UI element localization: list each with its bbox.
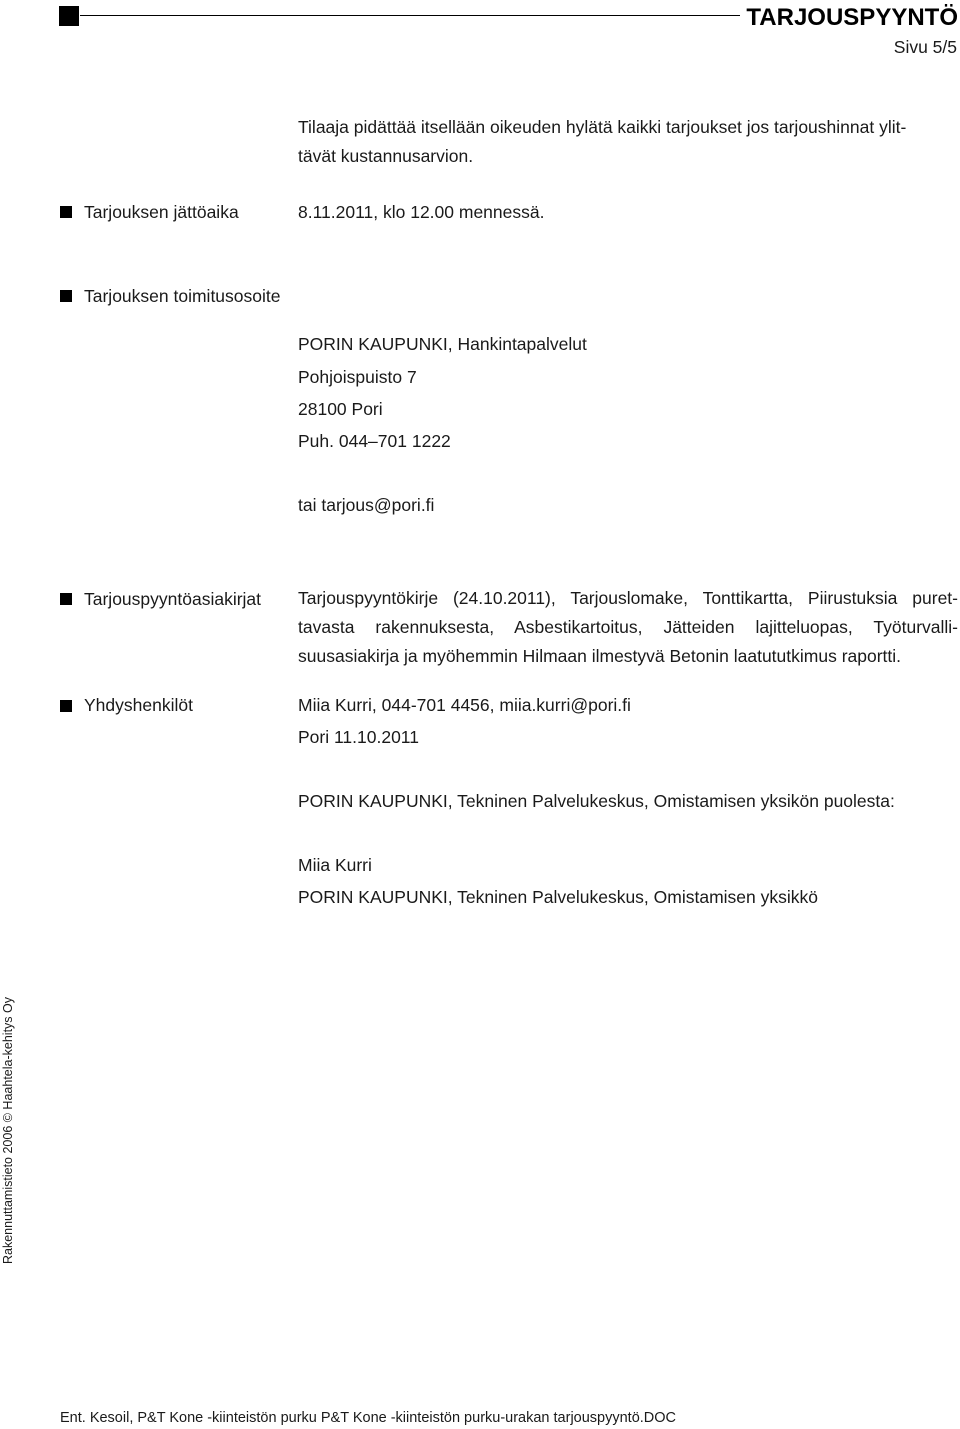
documents-line: Tarjouspyyntökirje (24.10.2011), Tarjouslomake, Tonttikartta, Piirustuksia puret- (298, 588, 958, 608)
intro-line-1: Tilaaja pidättää itsellään oikeuden hylätä kaikki tarjoukset jos tarjoushinnat ylit- (298, 117, 907, 137)
footer-filename: Ent. Kesoil, P&T Kone -kiinteistön purku P&T Kone -kiinteistön purku-urakan tarjouspyyntö.DOC (60, 1410, 677, 1426)
side-copyright-text: Rakennuttamistieto 2006 © Haahtela-kehitys Oy (1, 997, 15, 1264)
delivery-label: Tarjouksen toimitusosoite (84, 286, 281, 306)
signatory-name: Miia Kurri (298, 855, 372, 875)
page-number: Sivu 5/5 (893, 37, 957, 57)
address-line: Pohjoispuisto 7 (298, 367, 417, 387)
documents-list (298, 584, 958, 671)
bullet-icon (60, 290, 72, 302)
address-line: 28100 Pori (298, 399, 383, 419)
contacts-value: Miia Kurri, 044-701 4456, miia.kurri@pori.fi (298, 695, 631, 715)
documents-label: Tarjouspyyntöasiakirjat (84, 589, 262, 609)
bullet-icon (60, 700, 72, 712)
bullet-icon (60, 593, 72, 605)
documents-line: suusasiakirja ja myöhemmin Hilmaan ilmestyvä Betonin laatututkimus raportti. (298, 646, 902, 666)
address-line: Puh. 044–701 1222 (298, 431, 451, 451)
place-date: Pori 11.10.2011 (298, 727, 419, 747)
delivery-email: tai tarjous@pori.fi (298, 495, 435, 515)
header-rule (80, 15, 740, 16)
header-square-mark (59, 6, 79, 26)
deadline-label: Tarjouksen jättöaika (84, 202, 239, 222)
documents-line: tavasta rakennuksesta, Asbestikartoitus, Jätteiden lajitteluopas, Työturvalli- (298, 617, 958, 637)
contacts-label: Yhdyshenkilöt (84, 695, 193, 715)
signatory-org: PORIN KAUPUNKI, Tekninen Palvelukeskus, Omistamisen yksikkö (298, 887, 818, 907)
intro-line-2: tävät kustannusarvion. (298, 146, 474, 166)
bullet-icon (60, 206, 72, 218)
address-line: PORIN KAUPUNKI, Hankintapalvelut (298, 334, 587, 354)
document-title: TARJOUSPYYNTÖ (746, 4, 958, 31)
on-behalf-line: PORIN KAUPUNKI, Tekninen Palvelukeskus, Omistamisen yksikön puolesta: (298, 791, 895, 811)
deadline-value: 8.11.2011, klo 12.00 mennessä. (298, 202, 545, 222)
